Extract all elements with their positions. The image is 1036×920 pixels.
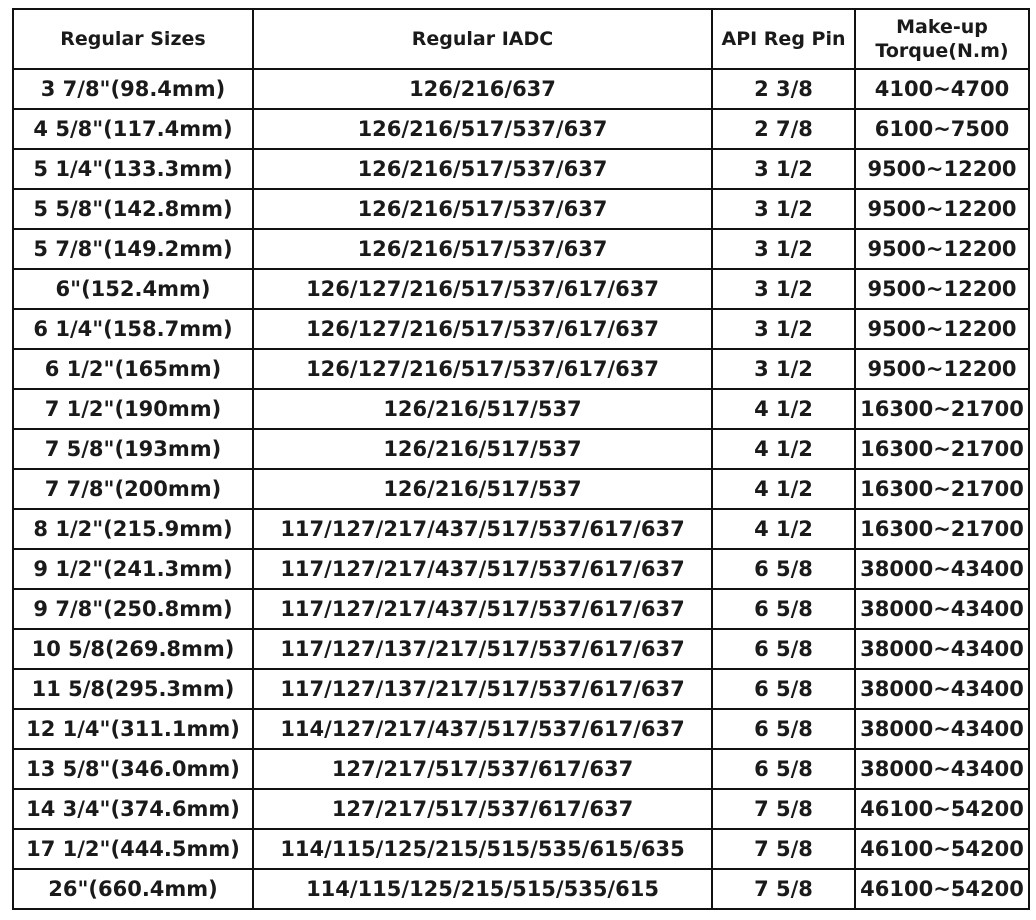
cell-iadc: 117/127/137/217/517/537/617/637	[253, 669, 712, 709]
cell-iadc: 127/217/517/537/617/637	[253, 789, 712, 829]
table-row	[13, 829, 1029, 869]
cell-size: 12 1/4"(311.1mm)	[13, 709, 253, 749]
cell-api-reg-pin: 7 5/8	[712, 829, 855, 869]
cell-torque: 46100~54200	[855, 829, 1029, 869]
cell-torque: 6100~7500	[855, 109, 1029, 149]
header-make-up-torque: Make-up Torque(N.m)	[855, 9, 1029, 69]
cell-iadc: 114/127/217/437/517/537/617/637	[253, 709, 712, 749]
cell-api-reg-pin: 7 5/8	[712, 789, 855, 829]
cell-iadc: 114/115/125/215/515/535/615	[253, 869, 712, 909]
cell-torque: 38000~43400	[855, 669, 1029, 709]
cell-size: 5 7/8"(149.2mm)	[13, 229, 253, 269]
header-regular-iadc: Regular IADC	[253, 9, 712, 69]
cell-size: 13 5/8"(346.0mm)	[13, 749, 253, 789]
table-row	[13, 789, 1029, 829]
cell-torque: 16300~21700	[855, 429, 1029, 469]
cell-iadc: 114/115/125/215/515/535/615/635	[253, 829, 712, 869]
cell-size: 6"(152.4mm)	[13, 269, 253, 309]
header-regular-sizes: Regular Sizes	[13, 9, 253, 69]
cell-iadc: 127/217/517/537/617/637	[253, 749, 712, 789]
table-row	[13, 709, 1029, 749]
cell-iadc: 126/127/216/517/537/617/637	[253, 349, 712, 389]
table-row	[13, 309, 1029, 349]
cell-torque: 16300~21700	[855, 389, 1029, 429]
cell-api-reg-pin: 3 1/2	[712, 149, 855, 189]
cell-torque: 38000~43400	[855, 549, 1029, 589]
cell-torque: 38000~43400	[855, 589, 1029, 629]
cell-size: 8 1/2"(215.9mm)	[13, 509, 253, 549]
cell-torque: 46100~54200	[855, 789, 1029, 829]
cell-torque: 46100~54200	[855, 869, 1029, 909]
table-row	[13, 429, 1029, 469]
cell-torque: 9500~12200	[855, 309, 1029, 349]
table-row	[13, 469, 1029, 509]
cell-torque: 38000~43400	[855, 709, 1029, 749]
cell-torque: 38000~43400	[855, 629, 1029, 669]
table-row	[13, 589, 1029, 629]
cell-api-reg-pin: 3 1/2	[712, 189, 855, 229]
table-row	[13, 669, 1029, 709]
cell-torque: 9500~12200	[855, 229, 1029, 269]
cell-api-reg-pin: 6 5/8	[712, 549, 855, 589]
cell-torque: 9500~12200	[855, 149, 1029, 189]
cell-api-reg-pin: 6 5/8	[712, 629, 855, 669]
cell-api-reg-pin: 6 5/8	[712, 669, 855, 709]
cell-size: 6 1/4"(158.7mm)	[13, 309, 253, 349]
cell-size: 7 5/8"(193mm)	[13, 429, 253, 469]
cell-api-reg-pin: 3 1/2	[712, 229, 855, 269]
cell-iadc: 126/216/517/537/637	[253, 149, 712, 189]
cell-size: 5 1/4"(133.3mm)	[13, 149, 253, 189]
bit-specifications-table	[12, 8, 1030, 910]
cell-api-reg-pin: 4 1/2	[712, 389, 855, 429]
cell-size: 9 7/8"(250.8mm)	[13, 589, 253, 629]
cell-size: 6 1/2"(165mm)	[13, 349, 253, 389]
table-row	[13, 509, 1029, 549]
cell-iadc: 117/127/217/437/517/537/617/637	[253, 549, 712, 589]
header-row	[13, 9, 1029, 69]
cell-torque: 4100~4700	[855, 69, 1029, 109]
cell-iadc: 126/216/517/537	[253, 389, 712, 429]
header-api-reg-pin: API Reg Pin	[712, 9, 855, 69]
cell-api-reg-pin: 4 1/2	[712, 429, 855, 469]
cell-api-reg-pin: 2 7/8	[712, 109, 855, 149]
cell-iadc: 117/127/137/217/517/537/617/637	[253, 629, 712, 669]
table-row	[13, 269, 1029, 309]
cell-size: 9 1/2"(241.3mm)	[13, 549, 253, 589]
cell-iadc: 126/127/216/517/537/617/637	[253, 269, 712, 309]
cell-api-reg-pin: 2 3/8	[712, 69, 855, 109]
table-row	[13, 229, 1029, 269]
table-row	[13, 349, 1029, 389]
table-row	[13, 69, 1029, 109]
cell-iadc: 117/127/217/437/517/537/617/637	[253, 589, 712, 629]
cell-api-reg-pin: 3 1/2	[712, 349, 855, 389]
cell-iadc: 126/216/637	[253, 69, 712, 109]
cell-size: 14 3/4"(374.6mm)	[13, 789, 253, 829]
table-row	[13, 629, 1029, 669]
cell-api-reg-pin: 6 5/8	[712, 589, 855, 629]
cell-iadc: 117/127/217/437/517/537/617/637	[253, 509, 712, 549]
cell-torque: 16300~21700	[855, 469, 1029, 509]
cell-size: 11 5/8(295.3mm)	[13, 669, 253, 709]
cell-api-reg-pin: 6 5/8	[712, 749, 855, 789]
cell-iadc: 126/216/517/537/637	[253, 229, 712, 269]
table-row	[13, 549, 1029, 589]
table-row	[13, 189, 1029, 229]
cell-api-reg-pin: 3 1/2	[712, 309, 855, 349]
cell-size: 3 7/8"(98.4mm)	[13, 69, 253, 109]
cell-size: 17 1/2"(444.5mm)	[13, 829, 253, 869]
cell-torque: 9500~12200	[855, 349, 1029, 389]
table-row	[13, 869, 1029, 909]
cell-iadc: 126/216/517/537	[253, 429, 712, 469]
cell-iadc: 126/216/517/537/637	[253, 109, 712, 149]
cell-size: 7 7/8"(200mm)	[13, 469, 253, 509]
cell-iadc: 126/127/216/517/537/617/637	[253, 309, 712, 349]
cell-api-reg-pin: 4 1/2	[712, 509, 855, 549]
cell-api-reg-pin: 6 5/8	[712, 709, 855, 749]
cell-torque: 38000~43400	[855, 749, 1029, 789]
cell-size: 26"(660.4mm)	[13, 869, 253, 909]
cell-size: 7 1/2"(190mm)	[13, 389, 253, 429]
cell-api-reg-pin: 3 1/2	[712, 269, 855, 309]
cell-size: 5 5/8"(142.8mm)	[13, 189, 253, 229]
table-row	[13, 389, 1029, 429]
cell-iadc: 126/216/517/537/637	[253, 189, 712, 229]
table-body	[13, 69, 1029, 909]
table-row	[13, 149, 1029, 189]
cell-size: 4 5/8"(117.4mm)	[13, 109, 253, 149]
cell-api-reg-pin: 7 5/8	[712, 869, 855, 909]
cell-api-reg-pin: 4 1/2	[712, 469, 855, 509]
cell-size: 10 5/8(269.8mm)	[13, 629, 253, 669]
cell-iadc: 126/216/517/537	[253, 469, 712, 509]
table-row	[13, 109, 1029, 149]
cell-torque: 16300~21700	[855, 509, 1029, 549]
table-row	[13, 749, 1029, 789]
cell-torque: 9500~12200	[855, 269, 1029, 309]
cell-torque: 9500~12200	[855, 189, 1029, 229]
